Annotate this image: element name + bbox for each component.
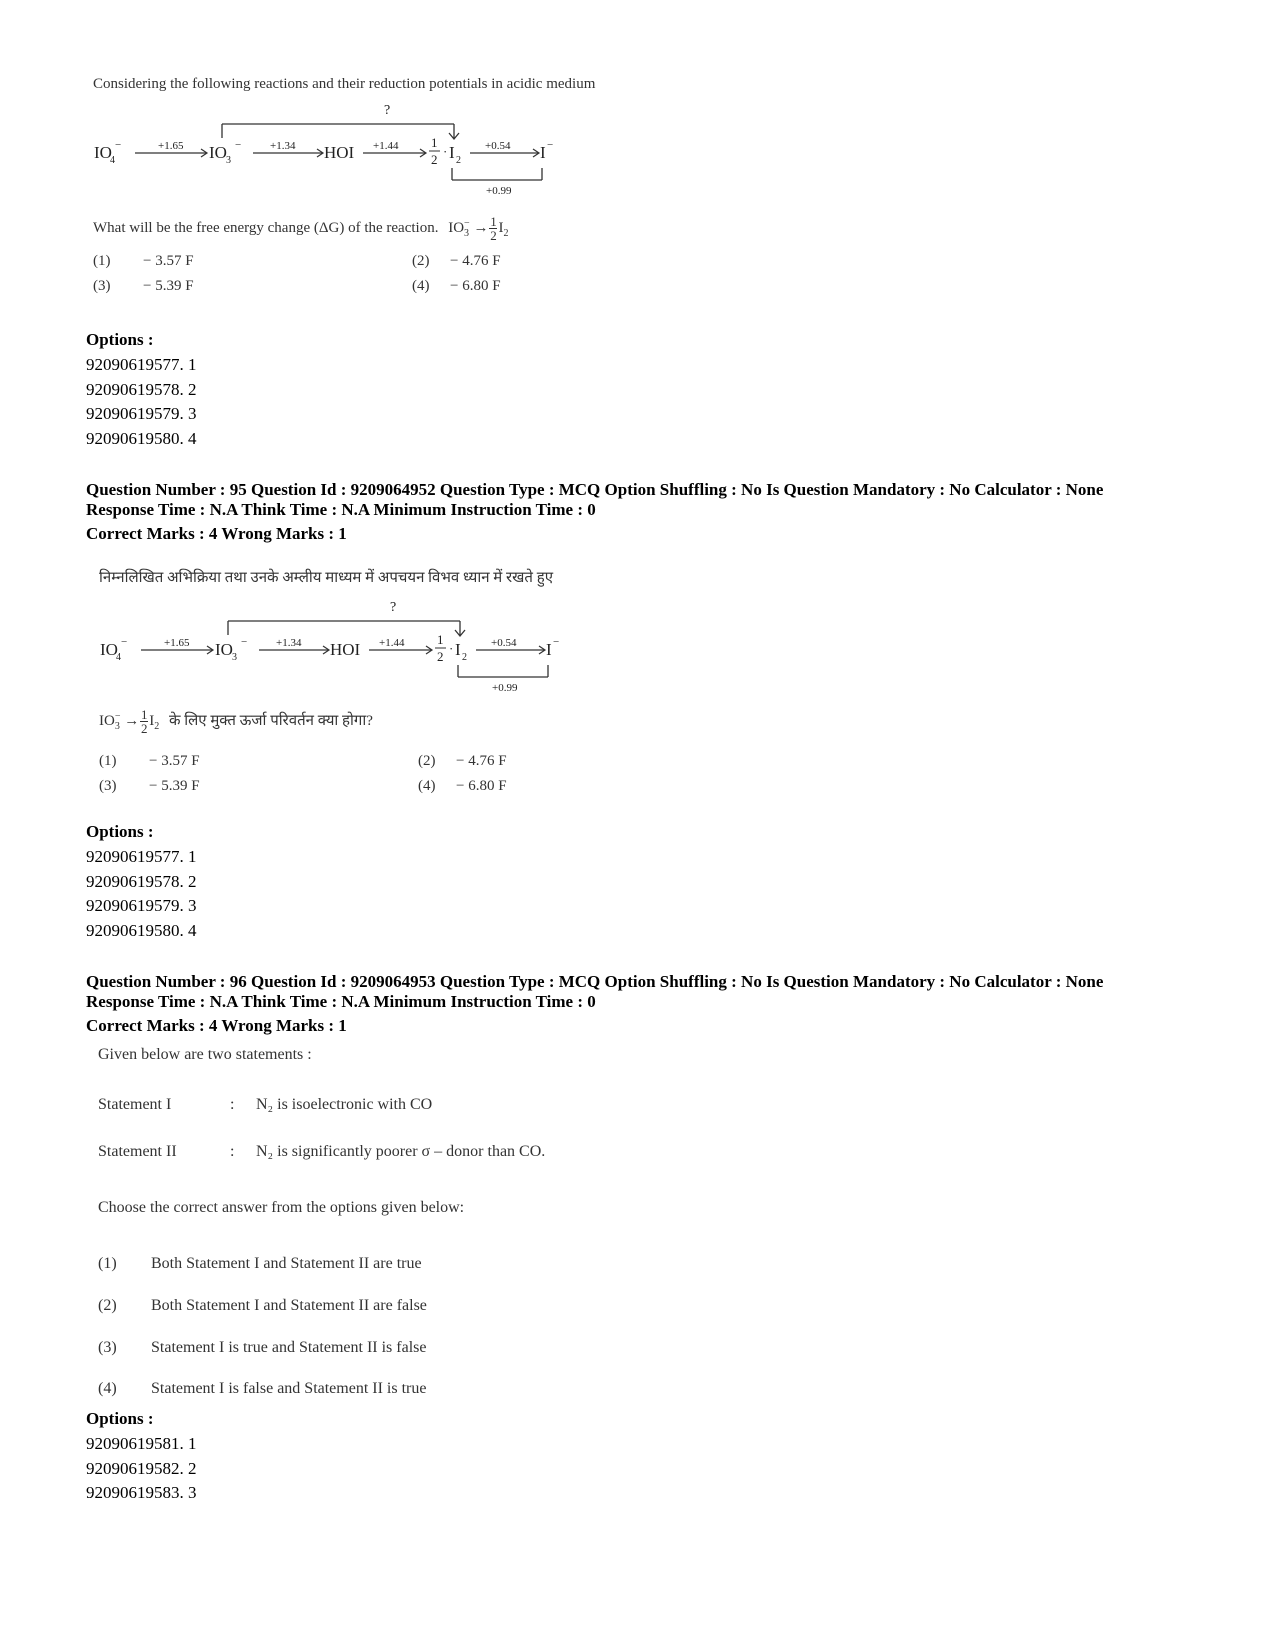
- q95-choice-3: (3) − 5.39 F: [99, 778, 200, 794]
- q94-species-hoi: HOI: [324, 143, 355, 162]
- q95-choice-4: (4) − 6.80 F: [418, 778, 507, 794]
- option-id: 92090619577. 1: [86, 355, 197, 374]
- svg-text:3: 3: [226, 155, 231, 166]
- q95-intro: निम्नलिखित अभिक्रिया तथा उनके अम्लीय माध्यम में अपचयन विभव ध्यान में रखते हुए: [99, 570, 553, 586]
- q94-question: What will be the free energy change (ΔG) of the reaction. IO − 3 → $\frac{1}{2}$ $I_2$: [93, 214, 509, 243]
- q96-meta-line3: Correct Marks : 4 Wrong Marks : 1: [86, 1016, 347, 1035]
- q96-options: [86, 1409, 197, 1506]
- q94-reaction: IO − 3 → $\frac{1}{2}$ $I_2$: [448, 214, 509, 243]
- option-id: 92090619577. 1: [86, 847, 197, 866]
- option-id: 92090619583. 3: [86, 1483, 197, 1502]
- options-label: Options :: [86, 330, 154, 349]
- svg-text:·: ·: [443, 144, 448, 159]
- q95-choice-1: (1) − 3.57 F: [99, 753, 200, 769]
- q96-choice-4: (4) Statement I is false and Statement II is true: [98, 1380, 427, 1397]
- svg-text:3: 3: [232, 652, 237, 663]
- q95-meta-line3: Correct Marks : 4 Wrong Marks : 1: [86, 524, 347, 543]
- q94-choice-4: (4) − 6.80 F: [412, 278, 501, 294]
- q95-unknown-potential: ?: [390, 600, 397, 615]
- svg-text:+1.65: +1.65: [164, 637, 190, 649]
- svg-text:+1.34: +1.34: [276, 637, 302, 649]
- svg-text:1: 1: [431, 135, 438, 150]
- q94-potential-3: +1.44: [373, 140, 399, 152]
- q95-meta-line2: Response Time : N.A Think Time : N.A Minimum Instruction Time : 0: [86, 500, 596, 519]
- option-id: 92090619578. 2: [86, 871, 197, 891]
- q95-choice-2: (2) − 4.76 F: [418, 753, 507, 769]
- q94-potential-1: +1.65: [158, 140, 184, 152]
- option-id: 92090619580. 4: [86, 920, 197, 940]
- option-id: 92090619582. 2: [86, 1458, 197, 1478]
- svg-text:·: ·: [449, 641, 454, 656]
- q96-statement-1: Statement I : N₂ is isoelectronic with CO: [98, 1096, 433, 1113]
- svg-text:IO: IO: [215, 640, 233, 659]
- svg-text:+0.99: +0.99: [492, 682, 518, 694]
- svg-text:IO: IO: [100, 640, 118, 659]
- q96-meta-line2: Response Time : N.A Think Time : N.A Minimum Instruction Time : 0: [86, 992, 596, 1011]
- svg-text:2: 2: [437, 649, 444, 664]
- svg-text:2: 2: [456, 155, 461, 166]
- options-label: Options :: [86, 1409, 154, 1428]
- q96-prompt: Choose the correct answer from the options given below:: [98, 1199, 465, 1216]
- q96-statement-2: Statement II : N₂ is significantly poorer σ – donor than CO.: [98, 1143, 546, 1160]
- svg-text:1: 1: [437, 632, 444, 647]
- svg-text:−: −: [235, 139, 242, 151]
- q96-choice-2: (2) Both Statement I and Statement II are false: [98, 1297, 427, 1314]
- q94-unknown-potential: ?: [384, 103, 391, 118]
- option-id: 92090619579. 3: [86, 896, 197, 915]
- q94-potential-4: +0.54: [485, 140, 511, 152]
- option-id: 92090619581. 1: [86, 1434, 197, 1453]
- q94-options: [86, 330, 197, 451]
- svg-text:−: −: [553, 636, 560, 648]
- svg-text:I: I: [546, 640, 552, 659]
- options-label: Options :: [86, 822, 154, 841]
- svg-text:−: −: [241, 636, 248, 648]
- q95-options: [86, 822, 197, 943]
- option-id: 92090619579. 3: [86, 404, 197, 423]
- svg-text:HOI: HOI: [330, 640, 361, 659]
- svg-text:−: −: [115, 139, 122, 151]
- q94-species-io4: IO: [94, 143, 112, 162]
- q96-meta-line1: Question Number : 96 Question Id : 9209064953 Question Type : MCQ Option Shuffling : No Is Question Mandatory : No Calculator : None: [86, 972, 1104, 991]
- q96-meta: [86, 972, 1103, 1036]
- q95-potential-diagram: [94, 593, 594, 699]
- svg-text:4: 4: [110, 155, 115, 166]
- svg-text:I: I: [455, 640, 461, 659]
- q95-meta: [86, 480, 1103, 544]
- q94-bottom-potential: +0.99: [486, 185, 512, 197]
- q95-question: IO − 3 → $\frac{1}{2}$ $I_2$ के लिए मुक्त ऊर्जा परिवर्तन क्या होगा?: [99, 707, 373, 736]
- q94-potential-2: +1.34: [270, 140, 296, 152]
- svg-text:+1.44: +1.44: [379, 637, 405, 649]
- q94-choice-3: (3) − 5.39 F: [93, 278, 194, 294]
- option-id: 92090619578. 2: [86, 379, 197, 399]
- q94-intro: Considering the following reactions and their reduction potentials in acidic medium: [93, 76, 596, 92]
- svg-text:2: 2: [462, 652, 467, 663]
- q96-choice-1: (1) Both Statement I and Statement II are true: [98, 1255, 422, 1272]
- svg-text:−: −: [121, 636, 128, 648]
- q94-species-iminus: I: [540, 143, 546, 162]
- q95-meta-line1: Question Number : 95 Question Id : 9209064952 Question Type : MCQ Option Shuffling : No Is Question Mandatory : No Calculator : None: [86, 480, 1104, 499]
- q94-choice-2: (2) − 4.76 F: [412, 253, 501, 269]
- q94-choice-1: (1) − 3.57 F: [93, 253, 194, 269]
- svg-text:+0.54: +0.54: [491, 637, 517, 649]
- svg-text:2: 2: [431, 152, 438, 167]
- svg-text:4: 4: [116, 652, 121, 663]
- option-id: 92090619580. 4: [86, 428, 197, 448]
- q96-choice-3: (3) Statement I is true and Statement II is false: [98, 1339, 427, 1356]
- svg-text:−: −: [547, 139, 554, 151]
- q95-reaction: IO − 3 → $\frac{1}{2}$ $I_2$: [99, 707, 160, 736]
- q94-potential-diagram: [88, 96, 588, 202]
- q94-species-io3: IO: [209, 143, 227, 162]
- q96-intro: Given below are two statements :: [98, 1046, 312, 1063]
- q94-species-i2: I: [449, 143, 455, 162]
